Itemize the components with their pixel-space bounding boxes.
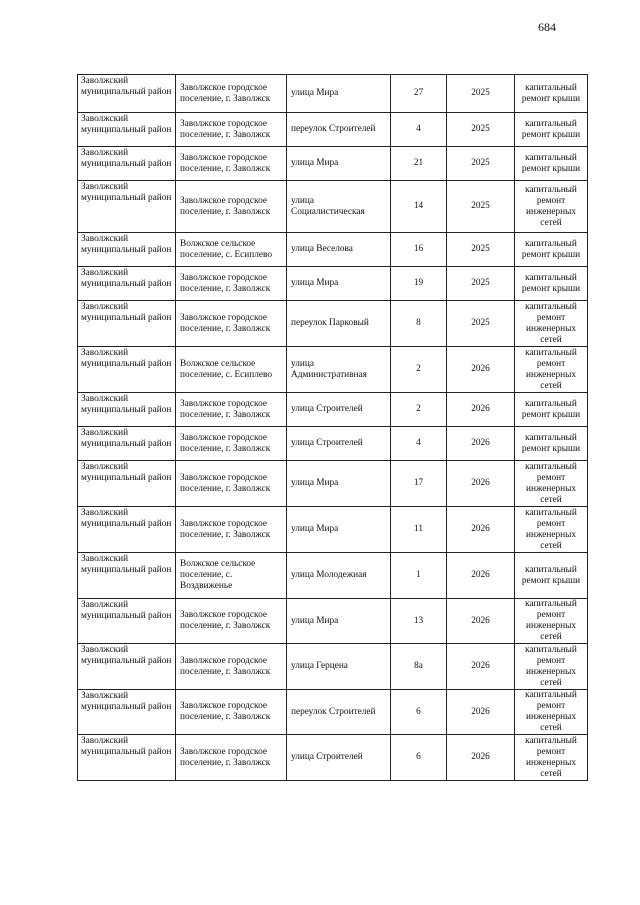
table-row <box>78 267 588 301</box>
year-cell: 2025 <box>447 301 515 347</box>
settlement-cell: Заволжское городское поселение, г. Заволжск <box>176 461 287 507</box>
year-cell: 2025 <box>447 233 515 267</box>
district-cell: Заволжский муниципальный район <box>78 301 176 347</box>
settlement-cell: Заволжское городское поселение, г. Заволжск <box>176 75 287 113</box>
house-number-cell: 17 <box>391 461 447 507</box>
work-type-cell: капитальный ремонт инженерных сетей <box>515 507 588 553</box>
district-cell: Заволжский муниципальный район <box>78 461 176 507</box>
settlement-cell: Заволжское городское поселение, г. Заволжск <box>176 267 287 301</box>
house-number-cell: 1 <box>391 553 447 599</box>
street-cell: улица Мира <box>287 507 391 553</box>
house-number-cell: 4 <box>391 427 447 461</box>
table-row <box>78 553 588 599</box>
settlement-cell: Заволжское городское поселение, г. Заволжск <box>176 644 287 690</box>
district-cell: Заволжский муниципальный район <box>78 347 176 393</box>
street-cell: улица Герцена <box>287 644 391 690</box>
district-cell: Заволжский муниципальный район <box>78 113 176 147</box>
house-number-cell: 21 <box>391 147 447 181</box>
year-cell: 2026 <box>447 393 515 427</box>
street-cell: улица Веселова <box>287 233 391 267</box>
settlement-cell: Заволжское городское поселение, г. Заволжск <box>176 427 287 461</box>
settlement-cell: Волжское сельское поселение, с. Воздвиженье <box>176 553 287 599</box>
house-number-cell: 16 <box>391 233 447 267</box>
table-body <box>78 75 588 781</box>
settlement-cell: Заволжское городское поселение, г. Заволжск <box>176 393 287 427</box>
work-type-cell: капитальный ремонт крыши <box>515 147 588 181</box>
year-cell: 2026 <box>447 735 515 781</box>
table-row <box>78 113 588 147</box>
year-cell: 2025 <box>447 267 515 301</box>
street-cell: улица Строителей <box>287 735 391 781</box>
table-row <box>78 690 588 735</box>
year-cell: 2026 <box>447 347 515 393</box>
street-cell: улица Мира <box>287 75 391 113</box>
year-cell: 2025 <box>447 181 515 233</box>
settlement-cell: Волжское сельское поселение, с. Есиплево <box>176 347 287 393</box>
work-type-cell: капитальный ремонт инженерных сетей <box>515 181 588 233</box>
year-cell: 2025 <box>447 75 515 113</box>
district-cell: Заволжский муниципальный район <box>78 599 176 644</box>
settlement-cell: Заволжское городское поселение, г. Заволжск <box>176 147 287 181</box>
house-number-cell: 6 <box>391 690 447 735</box>
district-cell: Заволжский муниципальный район <box>78 147 176 181</box>
house-number-cell: 2 <box>391 393 447 427</box>
table-row <box>78 347 588 393</box>
work-type-cell: капитальный ремонт инженерных сетей <box>515 599 588 644</box>
table-row <box>78 147 588 181</box>
settlement-cell: Заволжское городское поселение, г. Заволжск <box>176 599 287 644</box>
district-cell: Заволжский муниципальный район <box>78 267 176 301</box>
year-cell: 2026 <box>447 461 515 507</box>
year-cell: 2026 <box>447 507 515 553</box>
district-cell: Заволжский муниципальный район <box>78 427 176 461</box>
table-row <box>78 393 588 427</box>
table-row <box>78 301 588 347</box>
table-row <box>78 507 588 553</box>
house-number-cell: 27 <box>391 75 447 113</box>
work-type-cell: капитальный ремонт крыши <box>515 75 588 113</box>
street-cell: улица Строителей <box>287 393 391 427</box>
work-type-cell: капитальный ремонт инженерных сетей <box>515 735 588 781</box>
street-cell: переулок Строителей <box>287 690 391 735</box>
house-number-cell: 6 <box>391 735 447 781</box>
year-cell: 2026 <box>447 427 515 461</box>
street-cell: улица Административная <box>287 347 391 393</box>
work-type-cell: капитальный ремонт инженерных сетей <box>515 644 588 690</box>
house-number-cell: 19 <box>391 267 447 301</box>
house-number-cell: 8а <box>391 644 447 690</box>
work-type-cell: капитальный ремонт крыши <box>515 113 588 147</box>
street-cell: переулок Строителей <box>287 113 391 147</box>
table-row <box>78 644 588 690</box>
street-cell: переулок Парковый <box>287 301 391 347</box>
street-cell: улица Социалистическая <box>287 181 391 233</box>
district-cell: Заволжский муниципальный район <box>78 393 176 427</box>
house-number-cell: 8 <box>391 301 447 347</box>
street-cell: улица Мира <box>287 267 391 301</box>
work-type-cell: капитальный ремонт инженерных сетей <box>515 461 588 507</box>
district-cell: Заволжский муниципальный район <box>78 690 176 735</box>
work-type-cell: капитальный ремонт крыши <box>515 553 588 599</box>
year-cell: 2026 <box>447 690 515 735</box>
district-cell: Заволжский муниципальный район <box>78 75 176 113</box>
district-cell: Заволжский муниципальный район <box>78 735 176 781</box>
settlement-cell: Заволжское городское поселение, г. Заволжск <box>176 301 287 347</box>
settlement-cell: Заволжское городское поселение, г. Заволжск <box>176 690 287 735</box>
page-number: 684 <box>538 20 556 34</box>
table-row <box>78 181 588 233</box>
district-cell: Заволжский муниципальный район <box>78 553 176 599</box>
house-number-cell: 14 <box>391 181 447 233</box>
work-type-cell: капитальный ремонт крыши <box>515 393 588 427</box>
district-cell: Заволжский муниципальный район <box>78 507 176 553</box>
work-type-cell: капитальный ремонт крыши <box>515 427 588 461</box>
street-cell: улица Мира <box>287 461 391 507</box>
year-cell: 2026 <box>447 553 515 599</box>
district-cell: Заволжский муниципальный район <box>78 233 176 267</box>
street-cell: улица Строителей <box>287 427 391 461</box>
table-row <box>78 599 588 644</box>
work-type-cell: капитальный ремонт крыши <box>515 267 588 301</box>
year-cell: 2025 <box>447 113 515 147</box>
table-row <box>78 461 588 507</box>
house-number-cell: 2 <box>391 347 447 393</box>
house-number-cell: 13 <box>391 599 447 644</box>
settlement-cell: Заволжское городское поселение, г. Заволжск <box>176 113 287 147</box>
settlement-cell: Волжское сельское поселение, с. Есиплево <box>176 233 287 267</box>
table-row <box>78 735 588 781</box>
street-cell: улица Молодежная <box>287 553 391 599</box>
year-cell: 2025 <box>447 147 515 181</box>
settlement-cell: Заволжское городское поселение, г. Заволжск <box>176 507 287 553</box>
settlement-cell: Заволжское городское поселение, г. Заволжск <box>176 181 287 233</box>
street-cell: улица Мира <box>287 599 391 644</box>
work-type-cell: капитальный ремонт инженерных сетей <box>515 690 588 735</box>
repair-schedule-table <box>77 74 588 781</box>
house-number-cell: 4 <box>391 113 447 147</box>
work-type-cell: капитальный ремонт инженерных сетей <box>515 301 588 347</box>
work-type-cell: капитальный ремонт инженерных сетей <box>515 347 588 393</box>
house-number-cell: 11 <box>391 507 447 553</box>
settlement-cell: Заволжское городское поселение, г. Заволжск <box>176 735 287 781</box>
work-type-cell: капитальный ремонт крыши <box>515 233 588 267</box>
street-cell: улица Мира <box>287 147 391 181</box>
year-cell: 2026 <box>447 644 515 690</box>
district-cell: Заволжский муниципальный район <box>78 644 176 690</box>
table-row <box>78 233 588 267</box>
district-cell: Заволжский муниципальный район <box>78 181 176 233</box>
year-cell: 2026 <box>447 599 515 644</box>
table-row <box>78 427 588 461</box>
table-row <box>78 75 588 113</box>
